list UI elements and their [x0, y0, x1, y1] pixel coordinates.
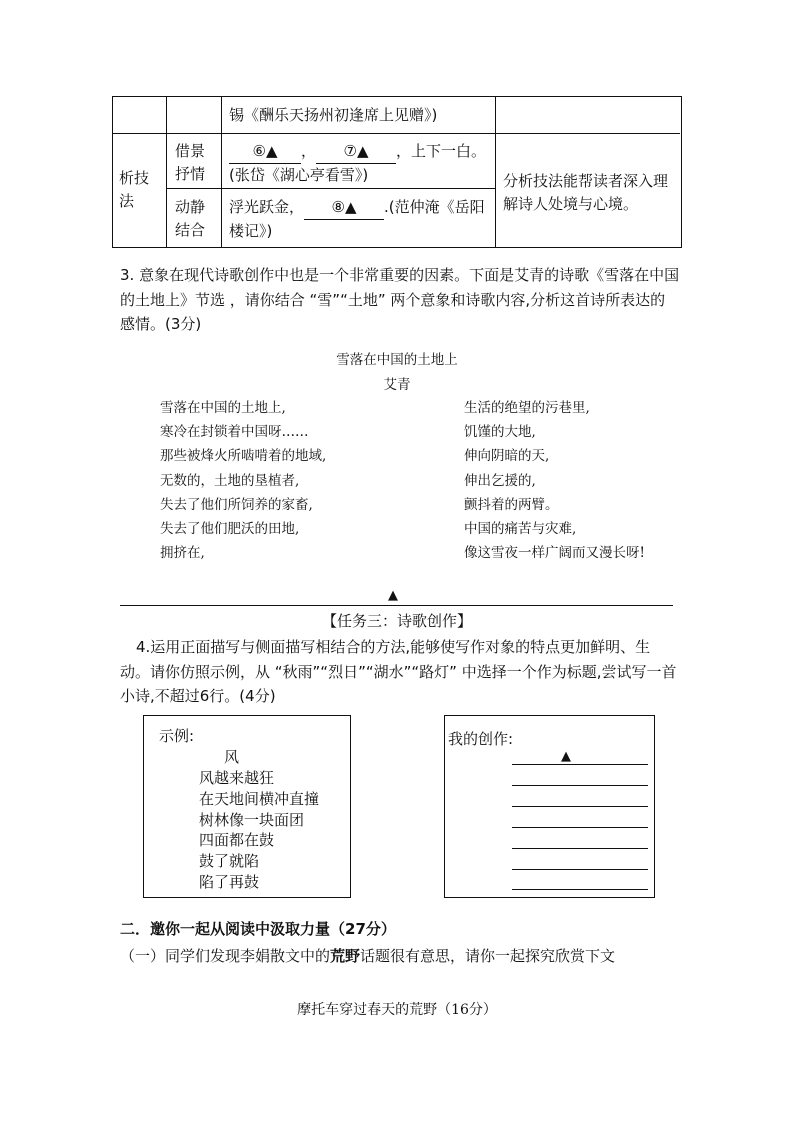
creation-label: 我的创作:: [448, 730, 514, 748]
category-label: 析技法: [119, 169, 150, 210]
question-4: 4.运用正面描写与侧面描写相结合的方法,能够使写作对象的特点更加鲜明、生动。请你仿照示例，从 “秋雨”“烈日”“湖水”“路灯” 中选择一个作为标题,尝试写一首小诗,不超过6行。(4分): [120, 638, 677, 705]
section2-heading: 二．邀你一起从阅读中汲取力量（27分）: [120, 920, 396, 938]
writing-line[interactable]: [512, 764, 648, 765]
technique-table: [112, 96, 682, 248]
question-3: 3. 意象在现代诗歌创作中也是一个非常重要的因素。下面是艾青的诗歌《雪落在中国的土地上》节选 ，请你结合 “雪”“土地” 两个意象和诗歌内容,分析这首诗所表达的感情。(3分): [120, 266, 680, 333]
answer-line-q3[interactable]: [120, 605, 673, 606]
creation-mark: ▲: [561, 749, 571, 764]
task3-heading: 【任务三：诗歌创作】: [321, 612, 472, 630]
row1-source: (张岱《湖心亭看雪》): [229, 166, 369, 184]
table-row0-text: 锡《酬乐天扬州初逢席上见赠》): [229, 106, 438, 124]
writing-line[interactable]: [512, 785, 648, 786]
poem-line: 寒冷在封锁着中国呀……: [160, 424, 309, 441]
example-line: 陷了再鼓: [199, 872, 260, 891]
purpose-text: 分析技法能帮读者深入理解诗人处境与心境。: [503, 172, 669, 213]
intro-text-a: （一）同学们发现李娟散文中的: [120, 947, 331, 965]
writing-line[interactable]: [512, 827, 648, 828]
poem-title: 雪落在中国的土地上: [336, 352, 458, 368]
example-box: [143, 715, 351, 898]
row1-tail: ，上下一白。: [396, 142, 487, 160]
answer-mark-q3: ▲: [388, 588, 398, 603]
poem-line: 饥馑的大地,: [464, 424, 536, 441]
example-poem-title: 风: [224, 748, 240, 766]
poem-right-column: [464, 396, 645, 565]
example-line: 鼓了就陷: [199, 852, 260, 871]
writing-line[interactable]: [512, 889, 648, 890]
blank-6[interactable]: ⑥▲: [229, 140, 301, 164]
poem-left-column: [160, 396, 326, 565]
example-label: 示例:: [159, 727, 195, 745]
writing-line[interactable]: [512, 869, 648, 870]
writing-line[interactable]: [512, 848, 648, 849]
poem-line: 失去了他们肥沃的田地,: [160, 521, 300, 538]
poem-line: 颤抖着的两臂。: [464, 496, 559, 513]
blank-7[interactable]: ⑦▲: [316, 140, 396, 164]
row2-suffix: .(范仲淹《岳阳楼记》): [229, 198, 485, 240]
poem-line: 生活的绝望的污巷里,: [464, 400, 590, 416]
example-line: 风越来越狂: [199, 769, 275, 787]
example-poem-body: [199, 768, 319, 893]
poem-line: 雪落在中国的土地上,: [160, 400, 286, 416]
writing-line[interactable]: [512, 806, 648, 807]
example-line: 四面都在鼓: [199, 831, 275, 850]
row1-content: ⑥▲ ， ⑦▲ ，上下一白。 (张岱《湖心亭看雪》): [229, 142, 487, 184]
poem-line: 失去了他们所饲养的家畜,: [160, 496, 313, 513]
example-line: 树林像一块面团: [199, 810, 305, 829]
poem-author: 艾青: [383, 377, 411, 393]
blank-8[interactable]: ⑧▲: [304, 196, 384, 220]
technique-label-1: 借景抒情: [175, 142, 206, 183]
poem-line: 中国的痛苦与灾难,: [464, 521, 577, 538]
example-line: 在天地间横冲直撞: [199, 789, 320, 808]
article-title: 摩托车穿过春天的荒野（16分）: [297, 1002, 497, 1018]
poem-line: 伸向阴暗的天,: [464, 448, 550, 465]
poem-line: 那些被烽火所啮啃着的地域,: [160, 448, 327, 465]
row2-content: [229, 196, 491, 243]
technique-label-2: 动静结合: [175, 198, 206, 239]
creation-box: [444, 715, 655, 898]
row2-prefix: 浮光跃金，: [229, 198, 305, 216]
intro-text-b: 话题很有意思，请你一起探究欣赏下文: [360, 947, 616, 965]
section2-intro: [120, 946, 615, 966]
intro-keyword: 荒野: [330, 947, 361, 965]
poem-line: 拥挤在,: [160, 545, 205, 562]
poem-line: 无数的，土地的垦植者,: [160, 472, 300, 489]
poem-line: 伸出乞援的,: [464, 472, 536, 489]
poem-line: 像这雪夜一样广阔而又漫长呀!: [464, 545, 645, 562]
